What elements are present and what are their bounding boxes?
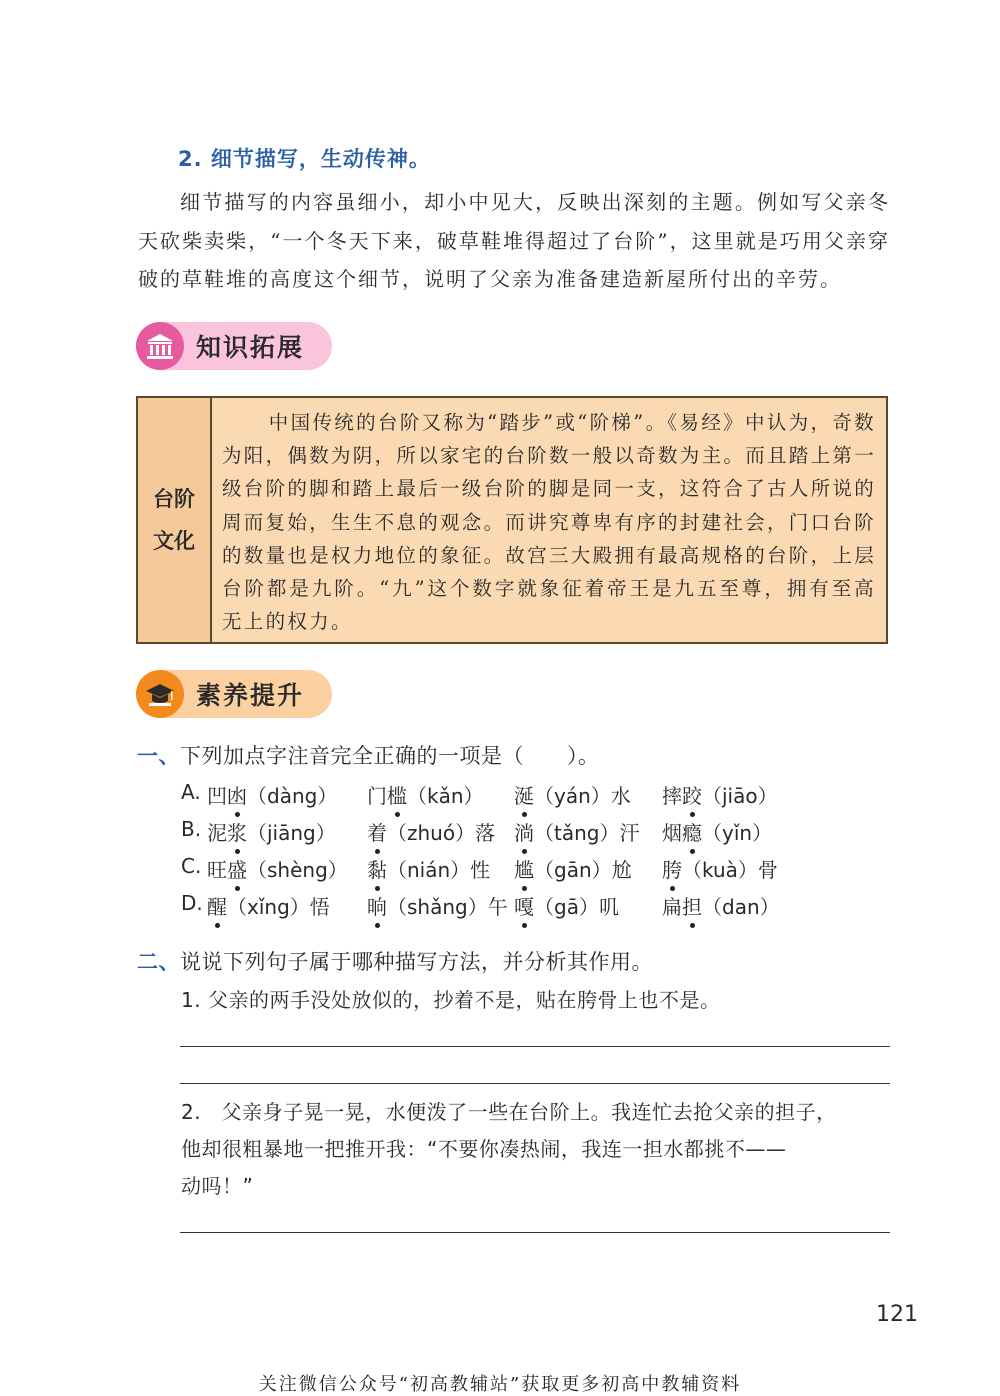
- option-term: [514, 891, 619, 920]
- pinyin: （kǎn）: [407, 784, 484, 808]
- option-term: [367, 780, 484, 809]
- option-letter: B.: [181, 817, 202, 841]
- knowledge-box: [136, 396, 888, 644]
- option-term: [367, 891, 508, 920]
- sub-question-2-line-3: 动吗！”: [181, 1174, 254, 1198]
- option-term: [514, 817, 639, 846]
- sub-question-2-line-1: 2. 父亲身子晃一晃，水便泼了一些在台阶上。我连忙去抢父亲的担子，: [181, 1100, 837, 1124]
- literacy-title: 素养提升: [196, 681, 305, 710]
- question-1: [137, 740, 600, 770]
- dotted-char: 胯: [662, 854, 682, 883]
- dotted-char: 浆: [227, 817, 247, 846]
- literacy-header: [136, 670, 332, 718]
- dotted-char: 瘾: [682, 817, 702, 846]
- pinyin: （jiāng）: [247, 821, 336, 845]
- knowledge-box-label: [138, 398, 212, 642]
- dotted-char: 盛: [227, 854, 247, 883]
- page-number: 121: [876, 1302, 918, 1327]
- dotted-char: 跤: [682, 780, 702, 809]
- pinyin: （dàng）: [247, 784, 338, 808]
- option-term: [662, 891, 780, 920]
- option-term: [662, 780, 778, 809]
- option-term: [367, 817, 495, 846]
- option-term: [207, 891, 330, 920]
- dotted-char: 嘎: [514, 891, 534, 920]
- pinyin: （shǎng）午: [387, 895, 508, 919]
- dotted-char: 着: [367, 817, 387, 846]
- knowledge-header: [136, 322, 332, 370]
- question-2: [137, 946, 653, 976]
- dotted-char: 涎: [514, 780, 534, 809]
- option-term: [207, 780, 337, 809]
- sub-question-2-line-2: 他却很粗暴地一把推开我：“不要你凑热闹，我连一担水都挑不——: [181, 1137, 787, 1161]
- option-term: [662, 854, 778, 883]
- museum-icon: [136, 322, 184, 370]
- option-letter: D.: [181, 891, 203, 915]
- pinyin: （gān）尬: [534, 858, 632, 882]
- dotted-char: 凼: [227, 780, 247, 809]
- dotted-char: 晌: [367, 891, 387, 920]
- pinyin: （shèng）: [247, 858, 348, 882]
- option-term: [207, 817, 336, 846]
- option-term: [514, 854, 632, 883]
- question-1-text: 下列加点字注音完全正确的一项是（ ）。: [180, 744, 600, 768]
- dotted-char: 槛: [387, 780, 407, 809]
- option-term: [207, 854, 348, 883]
- label-line-1: 台阶: [153, 487, 195, 511]
- term-plain-char: 凹: [207, 784, 227, 808]
- answer-line[interactable]: [180, 1083, 890, 1084]
- term-plain-char: 泥: [207, 821, 227, 845]
- dotted-char: 担: [682, 891, 702, 920]
- term-plain-char: 门: [367, 784, 387, 808]
- section-heading: 2. 细节描写，生动传神。: [178, 147, 431, 171]
- footer-notice: 关注微信公众号“初高教辅站”获取更多初高中教辅资料: [258, 1374, 742, 1395]
- pinyin: （nián）性: [387, 858, 491, 882]
- dotted-char: 黏: [367, 854, 387, 883]
- pinyin: （kuà）骨: [682, 858, 778, 882]
- knowledge-title: 知识拓展: [196, 333, 305, 362]
- label-line-2: 文化: [153, 529, 195, 553]
- term-plain-char: 摔: [662, 784, 682, 808]
- option-term: [514, 780, 631, 809]
- sub-question-1: 1. 父亲的两手没处放似的，抄着不是，贴在胯骨上也不是。: [181, 988, 721, 1012]
- question-2-number: 二、: [137, 950, 180, 974]
- pinyin: （yán）水: [534, 784, 631, 808]
- pinyin: （yǐn）: [702, 821, 773, 845]
- pinyin: （jiāo）: [702, 784, 778, 808]
- dotted-char: 醒: [207, 891, 227, 920]
- option-letter: C.: [181, 854, 202, 878]
- term-plain-char: 烟: [662, 821, 682, 845]
- answer-line[interactable]: [180, 1232, 890, 1233]
- dotted-char: 淌: [514, 817, 534, 846]
- term-plain-char: 旺: [207, 858, 227, 882]
- pinyin: （gā）叽: [534, 895, 619, 919]
- answer-line[interactable]: [180, 1046, 890, 1047]
- pinyin: （xǐng）悟: [227, 895, 330, 919]
- question-1-number: 一、: [137, 744, 180, 768]
- pinyin: （dan）: [702, 895, 780, 919]
- knowledge-box-text: 中国传统的台阶又称为“踏步”或“阶梯”。《易经》中认为，奇数为阳，偶数为阴，所以家宅的台阶数一般以奇数为主。而且踏上第一级台阶的脚和踏上最后一级台阶的脚是同一支，这符合了古人所说的周而复始，生生不息的观念。而讲究尊卑有序的封建社会，门口台阶的数量也是权力地位的象征。故宫三大殿拥有最高规格的台阶，上层台阶都是九阶。“九”这个数字就象征着帝王是九五至尊，拥有至高无上的权力。: [222, 411, 877, 634]
- graduation-cap-icon: [136, 670, 184, 718]
- section-paragraph: 细节描写的内容虽细小，却小中见大，反映出深刻的主题。例如写父亲冬天砍柴卖柴，“一个冬天下来，破草鞋堆得超过了台阶”，这里就是巧用父亲穿破的草鞋堆的高度这个细节，说明了父亲为准备建造新屋所付出的辛劳。: [138, 190, 890, 291]
- pinyin: （zhuó）落: [387, 821, 496, 845]
- question-2-text: 说说下列句子属于哪种描写方法，并分析其作用。: [180, 950, 653, 974]
- option-letter: A.: [181, 780, 201, 804]
- pinyin: （tǎng）汗: [534, 821, 640, 845]
- dotted-char: 尴: [514, 854, 534, 883]
- option-term: [367, 854, 490, 883]
- term-plain-char: 扁: [662, 895, 682, 919]
- option-term: [662, 817, 772, 846]
